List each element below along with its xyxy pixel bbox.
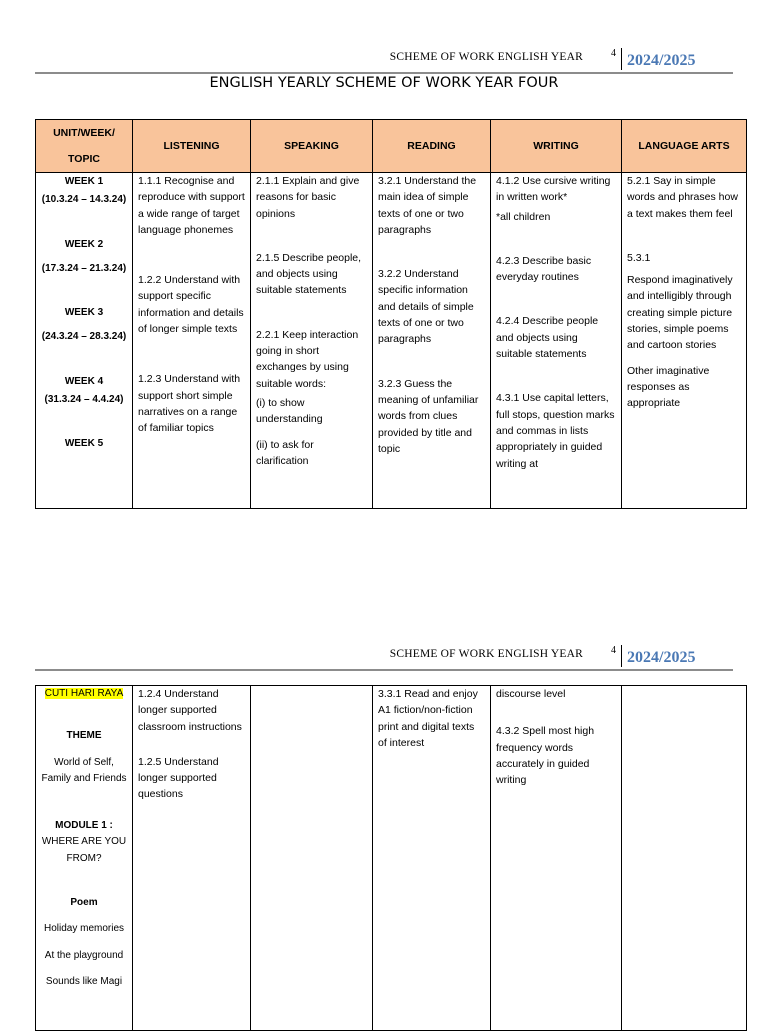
learning-standard: Respond imaginatively and intelligibly through creating simple picture stories, simple poems and cartoon stories — [627, 274, 733, 352]
learning-standard: Other imaginative responses as appropriate — [627, 364, 710, 410]
scheme-table — [35, 119, 747, 509]
module-title: WHERE ARE YOU FROM? — [41, 836, 127, 864]
language-arts-cell — [622, 686, 747, 1031]
learning-standard: 4.3.1 Use capital letters, full stops, question marks and commas in lists appropriately in guided writing at — [496, 392, 615, 470]
week-dates: (17.3.24 – 21.3.24) — [41, 262, 127, 274]
header-rule — [35, 72, 733, 74]
col-writing: WRITING — [491, 120, 622, 173]
header-divider — [621, 48, 622, 70]
learning-standard: 1.1.1 Recognise and reproduce with support a wide range of target language phonemes — [138, 175, 245, 236]
week-label: WEEK 3 — [64, 307, 104, 319]
theme-label: THEME — [66, 730, 102, 742]
writing-cell — [491, 686, 622, 1031]
col-language-arts: LANGUAGE ARTS — [622, 120, 747, 173]
poem-title: Sounds like Magi — [45, 975, 123, 987]
language-arts-cell — [622, 173, 747, 509]
learning-standard: 2.1.5 Describe people, and objects using suitable statements — [256, 251, 362, 297]
scheme-label: SCHEME OF WORK ENGLISH YEAR — [389, 51, 583, 63]
learning-standard: 1.2.4 Understand longer supported classroom instructions — [138, 688, 242, 733]
reading-cell — [373, 173, 491, 509]
scheme-table-continued — [35, 685, 747, 1031]
poem-title: At the playground — [44, 949, 124, 961]
week-label: WEEK 1 — [64, 176, 104, 187]
col-reading: READING — [373, 120, 491, 173]
academic-year: 2024/2025 — [627, 52, 696, 69]
learning-standard: 2.1.1 Explain and give reasons for basic opinions — [256, 175, 360, 220]
week-label: WEEK 2 — [64, 238, 104, 250]
table-row — [36, 173, 747, 509]
week-dates: (31.3.24 – 4.4.24) — [44, 394, 124, 406]
learning-standard: 5.2.1 Say in simple words and phrases how a text makes them feel — [627, 175, 738, 220]
col-unit-line2: TOPIC — [68, 153, 100, 165]
col-unit-week-topic — [36, 120, 133, 173]
learning-standard: 1.2.2 Understand with support specific information and details of longer simple texts — [138, 274, 244, 336]
page-header — [35, 645, 733, 675]
learning-standard: 3.2.3 Guess the meaning of unfamiliar words from clues provided by title and topic — [378, 377, 479, 455]
theme-value: World of Self, Family and Friends — [41, 756, 127, 784]
speaking-cell — [251, 686, 373, 1031]
week-dates: (10.3.24 – 14.3.24) — [41, 194, 127, 206]
learning-standard: *all children — [496, 210, 551, 223]
learning-standard: 3.2.1 Understand the main idea of simple texts of one or two paragraphs — [378, 175, 477, 236]
listening-cell — [133, 173, 251, 509]
page-number: 4 — [611, 48, 616, 59]
reading-cell — [373, 686, 491, 1031]
document-title: ENGLISH YEARLY SCHEME OF WORK YEAR FOUR — [209, 75, 559, 91]
table-header-row — [36, 120, 747, 173]
learning-standard: 3.3.1 Read and enjoy A1 fiction/non-fiction print and digital texts of interest — [378, 688, 478, 749]
header-divider — [621, 645, 622, 667]
week-label: WEEK 4 — [64, 375, 104, 387]
speaking-cell — [251, 173, 373, 509]
week-dates: (24.3.24 – 28.3.24) — [41, 331, 127, 343]
page-number: 4 — [611, 645, 616, 656]
topic-cell — [36, 686, 133, 1031]
page-header — [35, 48, 733, 78]
learning-standard: 1.2.3 Understand with support short simple narratives on a range of familiar topics — [138, 373, 241, 435]
table-row — [36, 686, 747, 1031]
col-speaking: SPEAKING — [251, 120, 373, 173]
col-unit-line1: UNIT/WEEK/ — [53, 127, 115, 139]
learning-standard: 2.2.1 Keep interaction going in short exchanges by using suitable words: — [256, 328, 359, 390]
learning-standard: 4.3.2 Spell most high frequency words accurately in guided writing — [496, 725, 595, 787]
holiday-label: CUTI HARI RAYA — [44, 688, 124, 699]
learning-standard: (ii) to ask for clarification — [256, 438, 314, 467]
learning-standard: discourse level — [496, 688, 566, 700]
weeks-cell — [36, 173, 133, 509]
poem-title: Holiday memories — [43, 923, 125, 935]
module-label: MODULE 1 : — [55, 820, 113, 832]
writing-cell — [491, 173, 622, 509]
scheme-label: SCHEME OF WORK ENGLISH YEAR — [389, 648, 583, 660]
learning-standard: 5.3.1 — [627, 251, 651, 264]
poem-label: Poem — [70, 897, 98, 909]
learning-standard: (i) to show understanding — [256, 396, 323, 426]
learning-standard: 1.2.5 Understand longer supported questions — [138, 755, 219, 801]
week-label: WEEK 5 — [64, 438, 104, 450]
academic-year: 2024/2025 — [627, 649, 696, 666]
learning-standard: 3.2.2 Understand specific information and details of simple texts of one or two paragraphs — [378, 268, 474, 346]
learning-standard: 4.1.2 Use cursive writing in written work* — [496, 175, 611, 204]
col-listening: LISTENING — [133, 120, 251, 173]
learning-standard: 4.2.4 Describe people and objects using suitable statements — [496, 315, 599, 361]
listening-cell — [133, 686, 251, 1031]
header-rule — [35, 669, 733, 671]
learning-standard: 4.2.3 Describe basic everyday routines — [496, 254, 592, 284]
